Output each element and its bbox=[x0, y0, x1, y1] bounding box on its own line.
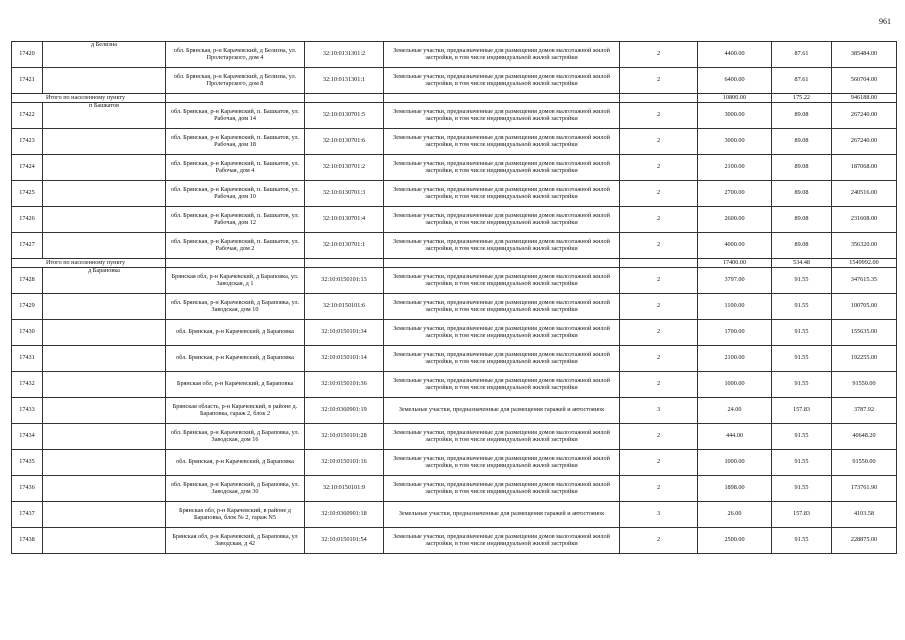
table-row bbox=[12, 129, 897, 155]
row-id: 17427 bbox=[12, 233, 43, 259]
cadastral-number: 32:10:0150101:16 bbox=[305, 450, 384, 476]
group-number: 2 bbox=[620, 528, 698, 554]
subtotal-value: 1549992.00 bbox=[832, 259, 897, 268]
address: обл. Брянская, р-н Карачевский, п. Башкатов, ул. Рабочая, дом 12 bbox=[166, 207, 305, 233]
locality bbox=[43, 528, 166, 554]
locality bbox=[43, 294, 166, 320]
cadastral-number: 32:10:0130701:1 bbox=[305, 233, 384, 259]
row-id: 17435 bbox=[12, 450, 43, 476]
address: обл. Брянская, р-н Карачевский, д Бараповка, ул. Заводская, дом 30 bbox=[166, 476, 305, 502]
group-number: 2 bbox=[620, 294, 698, 320]
cadastral-value: 100705.00 bbox=[832, 294, 897, 320]
table-row bbox=[12, 294, 897, 320]
rate: 87.61 bbox=[772, 68, 832, 94]
table-row bbox=[12, 476, 897, 502]
land-purpose: Земельные участки, предназначенные для размещения домов малоэтажной жилой застройки, в том числе индивидуальной жилой застройки bbox=[384, 207, 620, 233]
rate: 91.55 bbox=[772, 268, 832, 294]
table-row bbox=[12, 450, 897, 476]
row-id: 17425 bbox=[12, 181, 43, 207]
cadastral-value: 385484.00 bbox=[832, 42, 897, 68]
locality bbox=[43, 450, 166, 476]
group-number: 2 bbox=[620, 372, 698, 398]
land-purpose: Земельные участки, предназначенные для размещения домов малоэтажной жилой застройки, в том числе индивидуальной жилой застройки bbox=[384, 320, 620, 346]
group-number: 3 bbox=[620, 398, 698, 424]
cadastral-value: 192255.00 bbox=[832, 346, 897, 372]
locality bbox=[43, 346, 166, 372]
row-id: 17428 bbox=[12, 268, 43, 294]
land-plots-table bbox=[11, 41, 897, 554]
cadastral-number: 32:10:0150101:36 bbox=[305, 372, 384, 398]
group-number: 2 bbox=[620, 233, 698, 259]
cadastral-number: 32:10:0150101:34 bbox=[305, 320, 384, 346]
cadastral-value: 267240.00 bbox=[832, 103, 897, 129]
land-purpose: Земельные участки, предназначенные для размещения домов малоэтажной жилой застройки, в том числе индивидуальной жилой застройки bbox=[384, 294, 620, 320]
row-id: 17437 bbox=[12, 502, 43, 528]
area: 2100.00 bbox=[698, 346, 772, 372]
row-id: 17433 bbox=[12, 398, 43, 424]
locality bbox=[43, 320, 166, 346]
land-purpose: Земельные участки, предназначенные для размещения домов малоэтажной жилой застройки, в том числе индивидуальной жилой застройки bbox=[384, 372, 620, 398]
cadastral-number: 32:10:0150101:28 bbox=[305, 424, 384, 450]
group-number: 2 bbox=[620, 476, 698, 502]
cadastral-number: 32:10:0131301:1 bbox=[305, 68, 384, 94]
land-purpose: Земельные участки, предназначенные для размещения домов малоэтажной жилой застройки, в том числе индивидуальной жилой застройки bbox=[384, 155, 620, 181]
empty-cell bbox=[384, 259, 620, 268]
area: 24.00 bbox=[698, 398, 772, 424]
address: Брянская обл, р-н Карачевский, д Бараповка, ул Заводская, д 42 bbox=[166, 528, 305, 554]
table-row bbox=[12, 346, 897, 372]
rate: 91.55 bbox=[772, 294, 832, 320]
rate: 91.55 bbox=[772, 424, 832, 450]
rate: 89.08 bbox=[772, 181, 832, 207]
row-id: 17426 bbox=[12, 207, 43, 233]
locality bbox=[43, 476, 166, 502]
address: обл. Брянская, р-н Карачевский, д Бараповка bbox=[166, 346, 305, 372]
address: обл. Брянская, р-н Карачевский, п. Башкатов, ул. Рабочая, дом 10 bbox=[166, 181, 305, 207]
area: 1898.00 bbox=[698, 476, 772, 502]
subtotal-label: Итого по населенному пункту bbox=[12, 94, 166, 103]
address: обл. Брянская, р-н Карачевский, д Белизна, ул. Пролетарского, дом 4 bbox=[166, 42, 305, 68]
row-id: 17436 bbox=[12, 476, 43, 502]
rate: 89.08 bbox=[772, 155, 832, 181]
cadastral-value: 228875.00 bbox=[832, 528, 897, 554]
table-row bbox=[12, 68, 897, 94]
group-number: 2 bbox=[620, 103, 698, 129]
subtotal-area: 17400.00 bbox=[698, 259, 772, 268]
subtotal-area: 10800.00 bbox=[698, 94, 772, 103]
rate: 89.08 bbox=[772, 233, 832, 259]
cadastral-number: 32:10:0130701:4 bbox=[305, 207, 384, 233]
table-row bbox=[12, 528, 897, 554]
table-row bbox=[12, 207, 897, 233]
address: обл. Брянская, р-н Карачевский, п. Башкатов, ул. Рабочая, дом 4 bbox=[166, 155, 305, 181]
cadastral-value: 3787.92 bbox=[832, 398, 897, 424]
empty-cell bbox=[166, 94, 305, 103]
area: 1100.00 bbox=[698, 294, 772, 320]
cadastral-value: 155635.00 bbox=[832, 320, 897, 346]
cadastral-value: 173761.90 bbox=[832, 476, 897, 502]
cadastral-value: 91550.00 bbox=[832, 450, 897, 476]
rate: 91.55 bbox=[772, 320, 832, 346]
group-number: 2 bbox=[620, 207, 698, 233]
group-number: 2 bbox=[620, 346, 698, 372]
locality bbox=[43, 68, 166, 94]
page-number: 961 bbox=[879, 17, 891, 26]
table-row bbox=[12, 502, 897, 528]
subtotal-rate: 175.22 bbox=[772, 94, 832, 103]
empty-cell bbox=[384, 94, 620, 103]
rate: 89.08 bbox=[772, 103, 832, 129]
area: 2600.00 bbox=[698, 207, 772, 233]
address: обл. Брянская, р-н Карачевский, д Бараповка bbox=[166, 320, 305, 346]
area: 444.00 bbox=[698, 424, 772, 450]
land-purpose: Земельные участки, предназначенные для размещения гаражей и автостоянок bbox=[384, 398, 620, 424]
locality: п Башкатов bbox=[43, 103, 166, 129]
rate: 91.55 bbox=[772, 346, 832, 372]
area: 4400.00 bbox=[698, 42, 772, 68]
area: 26.00 bbox=[698, 502, 772, 528]
land-purpose: Земельные участки, предназначенные для размещения домов малоэтажной жилой застройки, в том числе индивидуальной жилой застройки bbox=[384, 129, 620, 155]
address: обл. Брянская, р-н Карачевский, п. Башкатов, ул. Рабочая, дом 2 bbox=[166, 233, 305, 259]
table-row bbox=[12, 181, 897, 207]
land-purpose: Земельные участки, предназначенные для размещения домов малоэтажной жилой застройки, в том числе индивидуальной жилой застройки bbox=[384, 346, 620, 372]
rate: 157.83 bbox=[772, 398, 832, 424]
land-purpose: Земельные участки, предназначенные для размещения домов малоэтажной жилой застройки, в том числе индивидуальной жилой застройки bbox=[384, 528, 620, 554]
cadastral-number: 32:10:0130701:5 bbox=[305, 103, 384, 129]
address: Брянская обл, р-н Карачевский, в районе д Бараповка, блок № 2, гараж N5 bbox=[166, 502, 305, 528]
table-row bbox=[12, 372, 897, 398]
area: 2700.00 bbox=[698, 181, 772, 207]
group-number: 2 bbox=[620, 129, 698, 155]
row-id: 17422 bbox=[12, 103, 43, 129]
address: обл. Брянская, р-н Карачевский, д Бараповка bbox=[166, 450, 305, 476]
area: 3000.00 bbox=[698, 129, 772, 155]
row-id: 17429 bbox=[12, 294, 43, 320]
empty-cell bbox=[305, 94, 384, 103]
subtotal-value: 946188.00 bbox=[832, 94, 897, 103]
group-number: 2 bbox=[620, 320, 698, 346]
group-number: 2 bbox=[620, 155, 698, 181]
cadastral-number: 32:10:0130701:2 bbox=[305, 155, 384, 181]
cadastral-number: 32:10:0150101:14 bbox=[305, 346, 384, 372]
land-purpose: Земельные участки, предназначенные для размещения домов малоэтажной жилой застройки, в том числе индивидуальной жилой застройки bbox=[384, 424, 620, 450]
cadastral-number: 32:10:0360901:19 bbox=[305, 398, 384, 424]
cadastral-value: 4103.58 bbox=[832, 502, 897, 528]
rate: 91.55 bbox=[772, 476, 832, 502]
table-body bbox=[12, 42, 897, 554]
row-id: 17431 bbox=[12, 346, 43, 372]
locality bbox=[43, 372, 166, 398]
locality: д Белизна bbox=[43, 42, 166, 68]
address: обл. Брянская, р-н Карачевский, д Белизна, ул. Пролетарского, дом 8 bbox=[166, 68, 305, 94]
rate: 89.08 bbox=[772, 129, 832, 155]
table-row bbox=[12, 424, 897, 450]
row-id: 17430 bbox=[12, 320, 43, 346]
table-row bbox=[12, 398, 897, 424]
area: 6400.00 bbox=[698, 68, 772, 94]
group-number: 2 bbox=[620, 424, 698, 450]
address: Брянская обл, р-н Карачевский, д Бараповка bbox=[166, 372, 305, 398]
cadastral-value: 560704.00 bbox=[832, 68, 897, 94]
row-id: 17423 bbox=[12, 129, 43, 155]
row-id: 17432 bbox=[12, 372, 43, 398]
table-row bbox=[12, 268, 897, 294]
cadastral-number: 32:10:0150101:9 bbox=[305, 476, 384, 502]
row-id: 17421 bbox=[12, 68, 43, 94]
cadastral-number: 32:10:0360901:18 bbox=[305, 502, 384, 528]
cadastral-number: 32:10:0150101:54 bbox=[305, 528, 384, 554]
group-number: 2 bbox=[620, 268, 698, 294]
locality: д Барановка bbox=[43, 268, 166, 294]
area: 2500.00 bbox=[698, 528, 772, 554]
land-purpose: Земельные участки, предназначенные для размещения домов малоэтажной жилой застройки, в том числе индивидуальной жилой застройки bbox=[384, 103, 620, 129]
address: обл. Брянская, р-н Карачевский, п. Башкатов, ул. Рабочая, дом 18 bbox=[166, 129, 305, 155]
subtotal-row bbox=[12, 94, 897, 103]
land-purpose: Земельные участки, предназначенные для размещения домов малоэтажной жилой застройки, в том числе индивидуальной жилой застройки bbox=[384, 476, 620, 502]
cadastral-value: 347615.35 bbox=[832, 268, 897, 294]
cadastral-number: 32:10:0150101:6 bbox=[305, 294, 384, 320]
group-number: 2 bbox=[620, 181, 698, 207]
address: Брянская область, р-н Карачевский, в районе д. Бараповка, гараж 2, блок 2 bbox=[166, 398, 305, 424]
cadastral-value: 91550.00 bbox=[832, 372, 897, 398]
group-number: 2 bbox=[620, 68, 698, 94]
locality bbox=[43, 502, 166, 528]
empty-cell bbox=[166, 259, 305, 268]
rate: 91.55 bbox=[772, 372, 832, 398]
cadastral-value: 240516.00 bbox=[832, 181, 897, 207]
land-purpose: Земельные участки, предназначенные для размещения домов малоэтажной жилой застройки, в том числе индивидуальной жилой застройки bbox=[384, 42, 620, 68]
land-purpose: Земельные участки, предназначенные для размещения домов малоэтажной жилой застройки, в том числе индивидуальной жилой застройки bbox=[384, 181, 620, 207]
land-purpose: Земельные участки, предназначенные для размещения домов малоэтажной жилой застройки, в том числе индивидуальной жилой застройки bbox=[384, 450, 620, 476]
subtotal-row bbox=[12, 259, 897, 268]
locality bbox=[43, 155, 166, 181]
area: 1000.00 bbox=[698, 372, 772, 398]
land-purpose: Земельные участки, предназначенные для размещения домов малоэтажной жилой застройки, в том числе индивидуальной жилой застройки bbox=[384, 68, 620, 94]
table-row bbox=[12, 320, 897, 346]
rate: 91.55 bbox=[772, 528, 832, 554]
rate: 157.83 bbox=[772, 502, 832, 528]
group-number: 3 bbox=[620, 502, 698, 528]
address: обл. Брянская, р-н Карачевский, п. Башкатов, ул. Рабочая, дом 14 bbox=[166, 103, 305, 129]
area: 1000.00 bbox=[698, 450, 772, 476]
locality bbox=[43, 181, 166, 207]
cadastral-number: 32:10:0130701:3 bbox=[305, 181, 384, 207]
cadastral-value: 356320.00 bbox=[832, 233, 897, 259]
rate: 89.08 bbox=[772, 207, 832, 233]
area: 3000.00 bbox=[698, 103, 772, 129]
table-row bbox=[12, 42, 897, 68]
row-id: 17420 bbox=[12, 42, 43, 68]
rate: 87.61 bbox=[772, 42, 832, 68]
empty-cell bbox=[620, 259, 698, 268]
locality bbox=[43, 233, 166, 259]
land-purpose: Земельные участки, предназначенные для размещения домов малоэтажной жилой застройки, в том числе индивидуальной жилой застройки bbox=[384, 233, 620, 259]
group-number: 2 bbox=[620, 450, 698, 476]
table-row bbox=[12, 233, 897, 259]
cadastral-value: 187068.00 bbox=[832, 155, 897, 181]
cadastral-number: 32:10:0131301:2 bbox=[305, 42, 384, 68]
cadastral-number: 32:10:0150101:13 bbox=[305, 268, 384, 294]
address: обл. Брянская, р-н Карачевский, д Бараповка, ул. Заводская, дом 16 bbox=[166, 424, 305, 450]
rate: 91.55 bbox=[772, 450, 832, 476]
row-id: 17438 bbox=[12, 528, 43, 554]
cadastral-value: 40648.20 bbox=[832, 424, 897, 450]
address: Брянская обл, р-н Карачевский, д Бараповка, ул. Заводская, д 1 bbox=[166, 268, 305, 294]
area: 3797.00 bbox=[698, 268, 772, 294]
locality bbox=[43, 129, 166, 155]
cadastral-value: 231608.00 bbox=[832, 207, 897, 233]
subtotal-label: Итого по населенному пункту bbox=[12, 259, 166, 268]
subtotal-rate: 534.48 bbox=[772, 259, 832, 268]
locality bbox=[43, 207, 166, 233]
row-id: 17424 bbox=[12, 155, 43, 181]
empty-cell bbox=[305, 259, 384, 268]
land-purpose: Земельные участки, предназначенные для размещения гаражей и автостоянок bbox=[384, 502, 620, 528]
address: обл. Брянская, р-н Карачевский, д Бараповка, ул. Заводская, дом 10 bbox=[166, 294, 305, 320]
locality bbox=[43, 424, 166, 450]
land-purpose: Земельные участки, предназначенные для размещения домов малоэтажной жилой застройки, в том числе индивидуальной жилой застройки bbox=[384, 268, 620, 294]
group-number: 2 bbox=[620, 42, 698, 68]
locality bbox=[43, 398, 166, 424]
area: 2100.00 bbox=[698, 155, 772, 181]
table-row bbox=[12, 103, 897, 129]
empty-cell bbox=[620, 94, 698, 103]
table-row bbox=[12, 155, 897, 181]
area: 4000.00 bbox=[698, 233, 772, 259]
area: 1700.00 bbox=[698, 320, 772, 346]
cadastral-value: 267240.00 bbox=[832, 129, 897, 155]
row-id: 17434 bbox=[12, 424, 43, 450]
cadastral-number: 32:10:0130701:6 bbox=[305, 129, 384, 155]
